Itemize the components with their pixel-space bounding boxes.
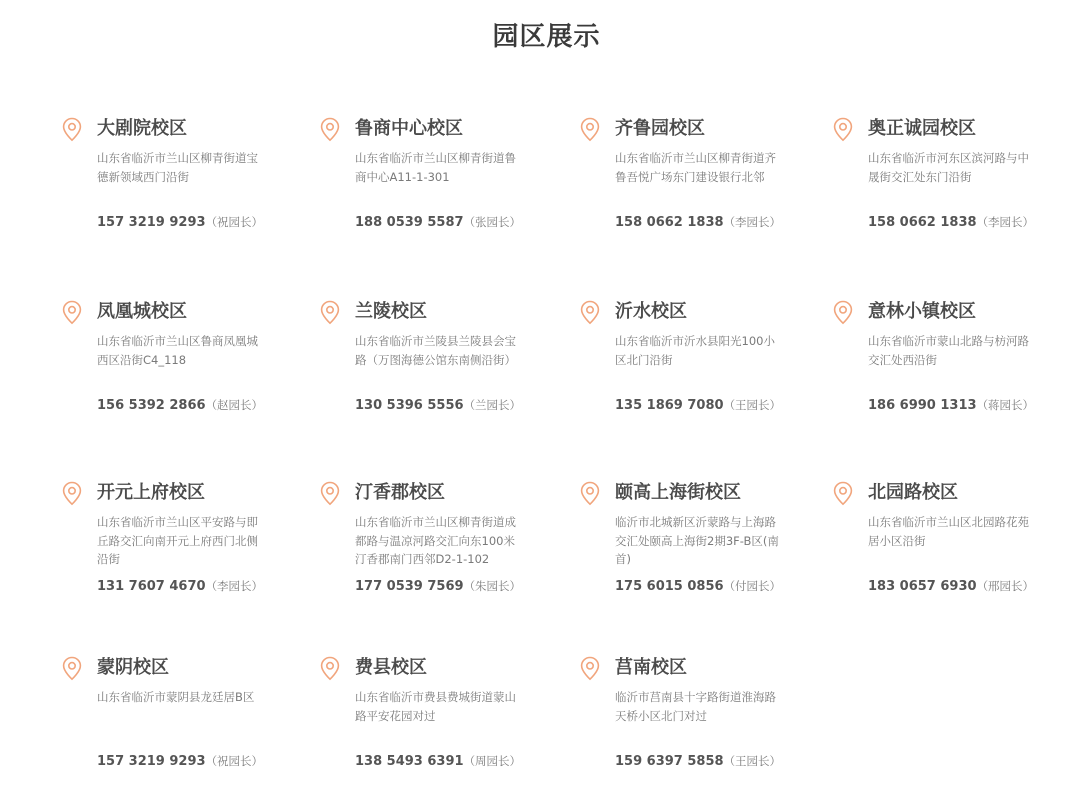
campus-phone: 138 5493 6391 xyxy=(355,754,464,769)
campus-phone: 175 6015 0856 xyxy=(615,579,724,594)
campus-phone: 157 3219 9293 xyxy=(97,754,206,769)
campus-card xyxy=(615,117,815,230)
campus-contact xyxy=(868,578,1034,594)
campus-contact xyxy=(615,214,781,230)
campus-contact xyxy=(868,214,1034,230)
campus-contact-person: （祝园长） xyxy=(205,754,264,768)
campus-name: 齐鲁园校区 xyxy=(615,118,705,139)
campus-contact xyxy=(97,397,263,413)
campus-phone: 157 3219 9293 xyxy=(97,215,206,230)
location-pin-icon xyxy=(580,481,600,506)
campus-contact-person: （赵园长） xyxy=(205,398,264,412)
campus-card xyxy=(355,481,555,594)
campus-contact xyxy=(355,753,521,769)
campus-card xyxy=(97,117,297,230)
campus-name: 凤凰城校区 xyxy=(97,301,187,322)
campus-address: 山东省临沂市兰陵县兰陵县会宝路（万图海德公馆东南侧沿街） xyxy=(355,334,516,367)
location-pin-icon xyxy=(62,300,82,325)
campus-phone: 158 0662 1838 xyxy=(615,215,724,230)
location-pin-icon xyxy=(833,300,853,325)
campus-phone: 159 6397 5858 xyxy=(615,754,724,769)
campus-card xyxy=(615,481,815,594)
campus-phone: 156 5392 2866 xyxy=(97,398,206,413)
campus-contact xyxy=(355,397,521,413)
campus-card xyxy=(97,481,297,594)
campus-address: 山东省临沂市兰山区柳青街道成都路与温凉河路交汇向东100米汀香郡南门西邻D2-1-102 xyxy=(355,515,516,566)
campus-address: 山东省临沂市兰山区柳青街道宝德新领域西门沿街 xyxy=(97,151,258,184)
campus-address: 临沂市莒南县十字路街道淮海路天桥小区北门对过 xyxy=(615,690,776,723)
campus-phone: 186 6990 1313 xyxy=(868,398,977,413)
campus-name: 莒南校区 xyxy=(615,657,687,678)
campus-contact-person: （蒋园长） xyxy=(976,398,1035,412)
campus-phone: 135 1869 7080 xyxy=(615,398,724,413)
campus-address: 山东省临沂市费县费城街道蒙山路平安花园对过 xyxy=(355,690,516,723)
campus-phone: 183 0657 6930 xyxy=(868,579,977,594)
campus-name: 开元上府校区 xyxy=(97,482,205,503)
campus-card xyxy=(868,481,1068,594)
location-pin-icon xyxy=(62,117,82,142)
campus-contact-person: （邢园长） xyxy=(976,579,1035,593)
campus-name: 鲁商中心校区 xyxy=(355,118,463,139)
campus-name: 汀香郡校区 xyxy=(355,482,445,503)
campus-card xyxy=(355,300,555,413)
campus-name: 意林小镇校区 xyxy=(868,301,976,322)
campus-address: 山东省临沂市兰山区平安路与即丘路交汇向南开元上府西门北侧沿街 xyxy=(97,515,258,566)
location-pin-icon xyxy=(320,656,340,681)
campus-contact-person: （付园长） xyxy=(723,579,782,593)
campus-contact xyxy=(355,578,521,594)
campus-phone: 130 5396 5556 xyxy=(355,398,464,413)
campus-contact xyxy=(355,214,521,230)
location-pin-icon xyxy=(62,656,82,681)
campus-contact-person: （李园长） xyxy=(205,579,264,593)
campus-contact-person: （李园长） xyxy=(976,215,1035,229)
campus-contact xyxy=(615,397,781,413)
location-pin-icon xyxy=(580,117,600,142)
campus-contact-person: （祝园长） xyxy=(205,215,264,229)
campus-address: 山东省临沂市河东区滨河路与中晟街交汇处东门沿街 xyxy=(868,151,1029,184)
location-pin-icon xyxy=(833,481,853,506)
campus-card xyxy=(97,300,297,413)
campus-card xyxy=(868,300,1068,413)
campus-contact-person: （王园长） xyxy=(723,398,782,412)
campus-phone: 158 0662 1838 xyxy=(868,215,977,230)
campus-name: 兰陵校区 xyxy=(355,301,427,322)
location-pin-icon xyxy=(833,117,853,142)
campus-address: 山东省临沂市兰山区鲁商凤凰城西区沿街C4_118 xyxy=(97,334,258,367)
campus-name: 沂水校区 xyxy=(615,301,687,322)
location-pin-icon xyxy=(580,656,600,681)
campus-address: 临沂市北城新区沂蒙路与上海路交汇处颐高上海街2期3F-B区(南首) xyxy=(615,515,779,566)
campus-card xyxy=(97,656,297,769)
location-pin-icon xyxy=(580,300,600,325)
campus-address: 山东省临沂市蒙山北路与枋河路交汇处西沿街 xyxy=(868,334,1029,367)
campus-contact-person: （张园长） xyxy=(463,215,522,229)
campus-card xyxy=(355,656,555,769)
campus-phone: 188 0539 5587 xyxy=(355,215,464,230)
campus-card xyxy=(355,117,555,230)
campus-name: 颐高上海街校区 xyxy=(615,482,741,503)
campus-contact-person: （朱园长） xyxy=(463,579,522,593)
campus-address: 山东省临沂市兰山区北园路花苑居小区沿街 xyxy=(868,515,1029,548)
page-title: 园区展示 xyxy=(492,22,601,52)
campus-name: 奥正诚园校区 xyxy=(868,118,976,139)
location-pin-icon xyxy=(320,481,340,506)
campus-contact xyxy=(97,578,263,594)
campus-name: 费县校区 xyxy=(355,657,427,678)
campus-card xyxy=(615,300,815,413)
campus-contact-person: （周园长） xyxy=(463,754,522,768)
campus-contact-person: （王园长） xyxy=(723,754,782,768)
location-pin-icon xyxy=(320,117,340,142)
campus-phone: 131 7607 4670 xyxy=(97,579,206,594)
campus-name: 北园路校区 xyxy=(868,482,958,503)
location-pin-icon xyxy=(62,481,82,506)
campus-name: 蒙阴校区 xyxy=(97,657,169,678)
campus-card xyxy=(615,656,815,769)
campus-card xyxy=(868,117,1068,230)
campus-contact-person: （兰园长） xyxy=(463,398,522,412)
campus-contact xyxy=(97,214,263,230)
campus-contact xyxy=(615,578,781,594)
location-pin-icon xyxy=(320,300,340,325)
campus-address: 山东省临沂市沂水县阳光100小区北门沿街 xyxy=(615,334,775,367)
campus-address: 山东省临沂市兰山区柳青街道鲁商中心A11-1-301 xyxy=(355,151,516,184)
campus-address: 山东省临沂市蒙阴县龙廷居B区 xyxy=(97,690,255,704)
campus-contact xyxy=(615,753,781,769)
campus-phone: 177 0539 7569 xyxy=(355,579,464,594)
campus-contact xyxy=(97,753,263,769)
campus-name: 大剧院校区 xyxy=(97,118,187,139)
campus-contact xyxy=(868,397,1034,413)
campus-contact-person: （李园长） xyxy=(723,215,782,229)
campus-address: 山东省临沂市兰山区柳青街道齐鲁吾悦广场东门建设银行北邻 xyxy=(615,151,776,184)
